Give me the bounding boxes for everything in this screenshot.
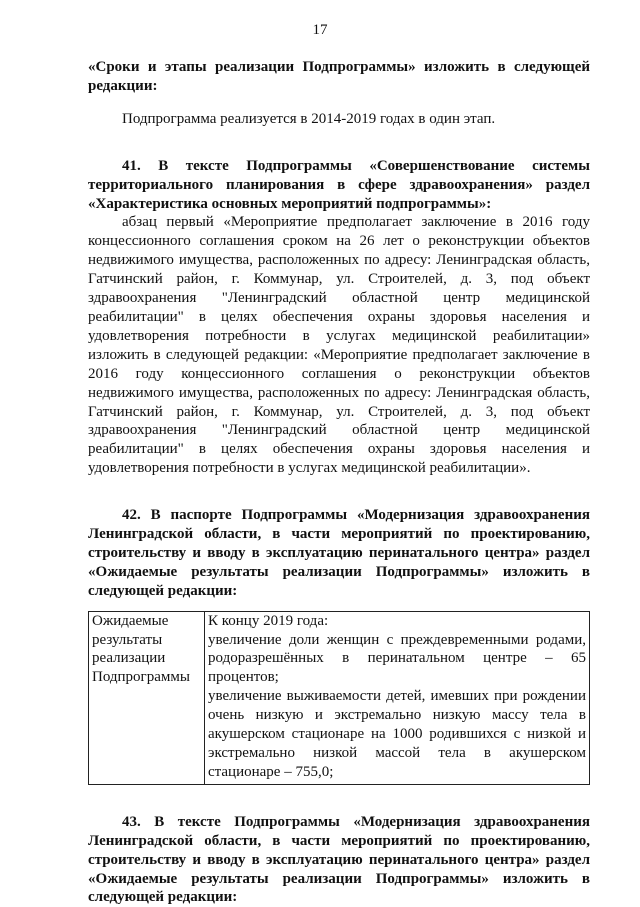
item-42-heading: 42. В паспорте Подпрограммы «Модернизация здравоохранения Ленинградской области, в части мероприятий по проектированию, строительству и вводу в эксплуатацию перинатального центра» раздел «Ожидаемые результаты реализации Подпрограммы» изложить в следующей редакции: bbox=[88, 507, 590, 599]
page-number: 17 bbox=[312, 22, 328, 38]
document-body bbox=[88, 58, 590, 907]
item-41-body: абзац первый «Мероприятие предполагает заключение в 2016 году концессионного соглашения сроком на 26 лет о реконструкции объектов недвижимого имущества, расположенных по адресу: Ленинградская область, Гатчинский район, г. Коммунар, ул. Строителей, д. 3, под объект здравоохранения "Ленинградский областной центр медицинской реабилитации" в целях обеспечения охраны здоровья населения и удовлетворения потребности в услугах медицинской реабилитации» изложить в следующей редакции: «Мероприятие предполагает заключение в 2016 году концессионного соглашения о реконструкции объектов недвижимого имущества, расположенных по адресу: Ленинградская область, Гатчинский район, г. Коммунар, ул. Строителей, д. 3, под объект здравоохранения "Ленинградский областной центр медицинской реабилитации" в целях обеспечения охраны здоровья населения и удовлетворения потребности в услугах медицинской реабилитации». bbox=[88, 214, 590, 477]
item-41-heading: 41. В тексте Подпрограммы «Совершенствование системы территориального планирования в сфере здравоохранения» раздел «Характеристика основных мероприятий подпрограммы»: bbox=[88, 157, 590, 212]
section-intro-text: Подпрограмма реализуется в 2014-2019 годах в один этап. bbox=[122, 110, 496, 127]
label-line: результаты bbox=[92, 631, 163, 648]
expected-results-table bbox=[88, 611, 590, 785]
label-line: реализации bbox=[92, 650, 166, 667]
item-43-heading: 43. В тексте Подпрограммы «Модернизация здравоохранения Ленинградской области, в части мероприятий по проектированию, строительству и вводу в эксплуатацию перинатального центра» раздел «Ожидаемые результаты реализации Подпрограммы» изложить в следующей редакции: bbox=[88, 813, 590, 906]
value-line: увеличение доли женщин с преждевременными родами, родоразрешённых в перинатальном центре – 65 процентов; bbox=[208, 631, 586, 686]
table-row bbox=[89, 611, 590, 784]
value-line: увеличение выживаемости детей, имевших при рождении очень низкую и экстремально низкую массу тела в акушерском стационаре на 1000 родившихся с низкой и экстремально низкой массой тела в акушерском стационаре – 755,0; bbox=[208, 688, 586, 780]
table-value-cell bbox=[205, 611, 590, 784]
table-label-cell bbox=[89, 611, 205, 784]
section-intro-heading: «Сроки и этапы реализации Подпрограммы» изложить в следующей редакции: bbox=[88, 59, 590, 94]
label-line: Ожидаемые bbox=[92, 612, 169, 629]
value-line: К концу 2019 года: bbox=[208, 612, 329, 629]
label-line: Подпрограммы bbox=[92, 669, 190, 686]
